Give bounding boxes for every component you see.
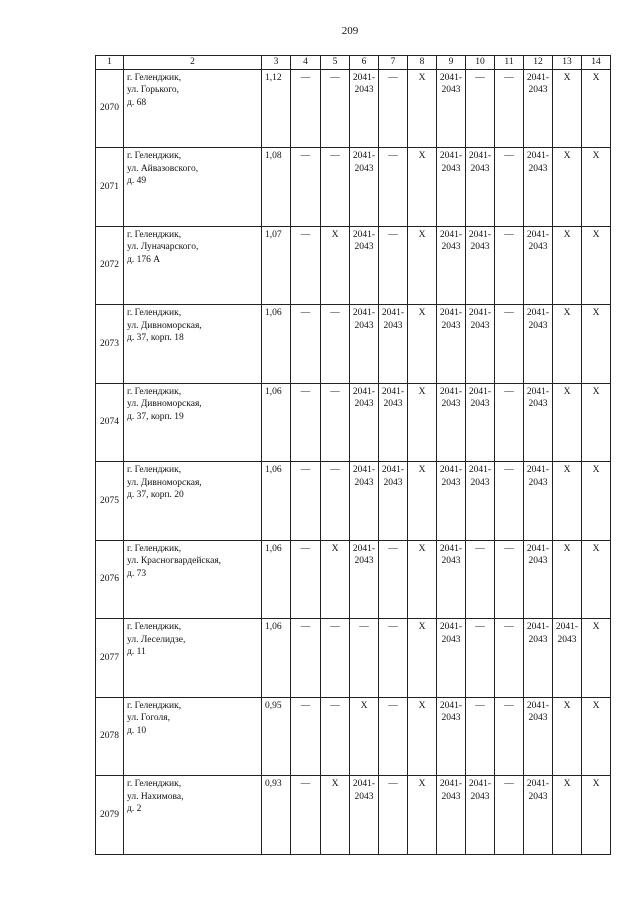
table-row — [96, 776, 611, 855]
value-cell-col-11: — — [495, 619, 524, 698]
area-cell: 1,06 — [262, 462, 291, 541]
row-number: 2079 — [96, 776, 124, 855]
value-cell-col-12 — [524, 148, 553, 227]
value-cell-col-14: X — [582, 619, 611, 698]
value-cell-col-13: X — [553, 776, 582, 855]
table-body — [96, 56, 611, 855]
value-cell-col-4: — — [291, 697, 321, 776]
column-number-1: 1 — [96, 56, 124, 70]
column-number-2: 2 — [124, 56, 262, 70]
value-cell-col-10 — [466, 148, 495, 227]
period-start: 2041- — [526, 543, 550, 554]
value-cell-col-7 — [379, 383, 408, 462]
value-cell-col-11: — — [495, 697, 524, 776]
period-end: 2043 — [528, 85, 548, 95]
value-cell-col-5: — — [321, 619, 350, 698]
address-line: д. 49 — [127, 176, 147, 186]
address-line: г. Геленджик, — [127, 779, 182, 789]
period-end: 2043 — [470, 399, 490, 409]
period-end: 2043 — [441, 399, 461, 409]
period-start: 2041- — [352, 465, 376, 475]
area-cell: 1,06 — [262, 619, 291, 698]
period-start: 2041- — [439, 308, 463, 318]
value-cell-col-9 — [437, 462, 466, 541]
value-cell-col-12 — [524, 697, 553, 776]
period-end: 2043 — [528, 477, 548, 488]
area-cell: 1,08 — [262, 148, 291, 227]
address-line: ул. Дивноморская, — [127, 399, 202, 409]
address-line: г. Геленджик, — [127, 386, 182, 397]
value-cell-col-13: X — [553, 383, 582, 462]
value-cell-col-5: — — [321, 462, 350, 541]
value-cell-col-5: X — [321, 776, 350, 855]
value-cell-col-5: — — [321, 697, 350, 776]
period-end: 2043 — [441, 163, 461, 174]
address-line: д. 37, корп. 19 — [127, 411, 184, 422]
value-cell-col-7 — [379, 462, 408, 541]
row-number: 2074 — [96, 383, 124, 462]
address-line: ул. Айвазовского, — [127, 163, 199, 174]
value-cell-col-9 — [437, 697, 466, 776]
period-start: 2041- — [468, 465, 492, 475]
value-cell-col-9 — [437, 226, 466, 305]
value-cell-col-8: X — [408, 619, 437, 698]
value-cell-col-7: — — [379, 619, 408, 698]
value-cell-col-7: — — [379, 148, 408, 227]
value-cell-col-14: X — [582, 148, 611, 227]
period-end: 2043 — [528, 634, 548, 645]
value-cell-col-11: — — [495, 383, 524, 462]
value-cell-col-8: X — [408, 69, 437, 148]
period-start: 2041- — [352, 72, 376, 83]
period-end: 2043 — [354, 85, 374, 95]
period-end: 2043 — [383, 320, 403, 331]
period-start: 2041- — [352, 386, 376, 397]
address-line: д. 176 А — [127, 254, 161, 265]
row-number: 2070 — [96, 69, 124, 148]
value-cell-col-4: — — [291, 69, 321, 148]
value-cell-col-7: — — [379, 540, 408, 619]
value-cell-col-4: — — [291, 462, 321, 541]
value-cell-col-11: — — [495, 148, 524, 227]
value-cell-col-4: — — [291, 383, 321, 462]
period-end: 2043 — [354, 399, 374, 409]
value-cell-col-8: X — [408, 226, 437, 305]
address-line: ул. Гоголя, — [127, 713, 171, 723]
value-cell-col-10 — [466, 776, 495, 855]
period-end: 2043 — [354, 477, 374, 488]
period-end: 2043 — [528, 320, 548, 331]
period-end: 2043 — [557, 634, 577, 645]
period-end: 2043 — [528, 163, 548, 174]
value-cell-col-13: X — [553, 69, 582, 148]
value-cell-col-5: — — [321, 69, 350, 148]
address-line: д. 11 — [127, 647, 146, 657]
value-cell-col-13: X — [553, 462, 582, 541]
address-line: ул. Дивноморская, — [127, 477, 202, 488]
table-row — [96, 540, 611, 619]
column-number-12: 12 — [524, 56, 553, 70]
address-line: г. Геленджик, — [127, 72, 182, 83]
row-number: 2071 — [96, 148, 124, 227]
address-line: д. 37, корп. 18 — [127, 333, 184, 343]
value-cell-col-13: X — [553, 148, 582, 227]
value-cell-col-6 — [350, 148, 379, 227]
value-cell-col-9 — [437, 305, 466, 384]
address-line: ул. Луначарского, — [127, 242, 199, 252]
value-cell-col-12 — [524, 383, 553, 462]
value-cell-col-14: X — [582, 383, 611, 462]
value-cell-col-14: X — [582, 697, 611, 776]
value-cell-col-12 — [524, 69, 553, 148]
value-cell-col-9 — [437, 148, 466, 227]
value-cell-col-12 — [524, 619, 553, 698]
value-cell-col-5: X — [321, 540, 350, 619]
address-line: г. Геленджик, — [127, 700, 182, 711]
period-end: 2043 — [441, 634, 461, 645]
value-cell-col-6 — [350, 383, 379, 462]
address-line: д. 37, корп. 20 — [127, 490, 184, 500]
period-start: 2041- — [352, 229, 376, 240]
value-cell-col-8: X — [408, 148, 437, 227]
area-cell: 0,95 — [262, 697, 291, 776]
column-number-14: 14 — [582, 56, 611, 70]
address-cell — [124, 619, 262, 698]
value-cell-col-4: — — [291, 148, 321, 227]
row-number: 2078 — [96, 697, 124, 776]
period-start: 2041- — [381, 465, 405, 475]
address-line: г. Геленджик, — [127, 308, 182, 318]
table-row — [96, 69, 611, 148]
period-start: 2041- — [381, 386, 405, 397]
value-cell-col-7: — — [379, 226, 408, 305]
address-line: д. 68 — [127, 97, 147, 108]
value-cell-col-13: X — [553, 305, 582, 384]
table-row — [96, 148, 611, 227]
value-cell-col-8: X — [408, 462, 437, 541]
value-cell-col-8: X — [408, 305, 437, 384]
period-start: 2041- — [468, 779, 492, 789]
value-cell-col-10 — [466, 305, 495, 384]
value-cell-col-4: — — [291, 305, 321, 384]
row-number: 2073 — [96, 305, 124, 384]
page-number: 209 — [341, 25, 359, 37]
period-end: 2043 — [528, 399, 548, 409]
value-cell-col-11: — — [495, 776, 524, 855]
value-cell-col-13: X — [553, 226, 582, 305]
period-end: 2043 — [470, 242, 490, 252]
address-cell — [124, 226, 262, 305]
row-number: 2075 — [96, 462, 124, 541]
value-cell-col-9 — [437, 383, 466, 462]
period-start: 2041- — [439, 386, 463, 397]
address-cell — [124, 69, 262, 148]
address-line: д. 73 — [127, 568, 147, 579]
value-cell-col-6 — [350, 69, 379, 148]
value-cell-col-11: — — [495, 305, 524, 384]
value-cell-col-9 — [437, 540, 466, 619]
value-cell-col-10: — — [466, 69, 495, 148]
value-cell-col-14: X — [582, 305, 611, 384]
value-cell-col-13: X — [553, 697, 582, 776]
period-end: 2043 — [354, 242, 374, 252]
period-end: 2043 — [528, 556, 548, 566]
period-start: 2041- — [526, 72, 550, 83]
value-cell-col-12 — [524, 540, 553, 619]
period-end: 2043 — [354, 791, 374, 802]
period-start: 2041- — [468, 229, 492, 240]
table-row — [96, 697, 611, 776]
value-cell-col-7 — [379, 305, 408, 384]
value-cell-col-6: — — [350, 619, 379, 698]
address-line: ул. Нахимова, — [127, 791, 184, 802]
period-end: 2043 — [354, 556, 374, 566]
value-cell-col-7: — — [379, 776, 408, 855]
column-number-10: 10 — [466, 56, 495, 70]
address-line: ул. Дивноморская, — [127, 320, 202, 331]
column-number-4: 4 — [291, 56, 321, 70]
address-line: г. Геленджик, — [127, 543, 182, 554]
value-cell-col-7: — — [379, 69, 408, 148]
value-cell-col-5: — — [321, 383, 350, 462]
register-table — [95, 55, 611, 855]
address-line: д. 10 — [127, 725, 147, 736]
table-row — [96, 383, 611, 462]
period-end: 2043 — [528, 791, 548, 802]
column-number-row — [96, 56, 611, 70]
value-cell-col-12 — [524, 226, 553, 305]
period-start: 2041- — [439, 779, 463, 789]
value-cell-col-5: — — [321, 305, 350, 384]
period-start: 2041- — [439, 229, 463, 240]
value-cell-col-5: X — [321, 226, 350, 305]
period-end: 2043 — [441, 477, 461, 488]
period-end: 2043 — [441, 791, 461, 802]
area-cell: 0,93 — [262, 776, 291, 855]
period-start: 2041- — [439, 465, 463, 475]
value-cell-col-11: — — [495, 540, 524, 619]
period-end: 2043 — [470, 320, 490, 331]
value-cell-col-4: — — [291, 540, 321, 619]
value-cell-col-6 — [350, 540, 379, 619]
column-number-8: 8 — [408, 56, 437, 70]
address-line: г. Геленджик, — [127, 151, 182, 161]
value-cell-col-6 — [350, 226, 379, 305]
address-line: д. 2 — [127, 804, 142, 814]
period-end: 2043 — [441, 556, 461, 566]
period-end: 2043 — [354, 320, 374, 331]
column-number-5: 5 — [321, 56, 350, 70]
value-cell-col-14: X — [582, 69, 611, 148]
area-cell: 1,06 — [262, 383, 291, 462]
period-start: 2041- — [439, 622, 463, 632]
area-cell: 1,06 — [262, 305, 291, 384]
period-end: 2043 — [441, 85, 461, 95]
period-end: 2043 — [470, 791, 490, 802]
column-number-11: 11 — [495, 56, 524, 70]
value-cell-col-5: — — [321, 148, 350, 227]
value-cell-col-9 — [437, 776, 466, 855]
value-cell-col-10 — [466, 462, 495, 541]
value-cell-col-8: X — [408, 697, 437, 776]
value-cell-col-6 — [350, 305, 379, 384]
period-start: 2041- — [526, 386, 550, 397]
value-cell-col-8: X — [408, 776, 437, 855]
period-end: 2043 — [441, 242, 461, 252]
table-row — [96, 462, 611, 541]
period-start: 2041- — [526, 308, 550, 318]
value-cell-col-4: — — [291, 776, 321, 855]
value-cell-col-14: X — [582, 776, 611, 855]
address-cell — [124, 540, 262, 619]
period-end: 2043 — [354, 163, 374, 174]
value-cell-col-14: X — [582, 540, 611, 619]
column-number-6: 6 — [350, 56, 379, 70]
period-end: 2043 — [470, 477, 490, 488]
value-cell-col-14: X — [582, 462, 611, 541]
period-start: 2041- — [526, 465, 550, 475]
period-start: 2041- — [526, 779, 550, 789]
address-line: г. Геленджик, — [127, 229, 182, 240]
value-cell-col-10: — — [466, 540, 495, 619]
address-line: ул. Леселидзе, — [127, 634, 186, 645]
address-cell — [124, 462, 262, 541]
address-line: г. Геленджик, — [127, 622, 182, 632]
period-end: 2043 — [383, 477, 403, 488]
row-number: 2077 — [96, 619, 124, 698]
value-cell-col-7: — — [379, 697, 408, 776]
row-number: 2076 — [96, 540, 124, 619]
column-number-7: 7 — [379, 56, 408, 70]
period-start: 2041- — [468, 386, 492, 397]
period-start: 2041- — [439, 700, 463, 711]
value-cell-col-4: — — [291, 619, 321, 698]
table-row — [96, 226, 611, 305]
period-end: 2043 — [528, 242, 548, 252]
address-line: ул. Горького, — [127, 85, 179, 95]
address-cell — [124, 148, 262, 227]
period-end: 2043 — [528, 713, 548, 723]
period-start: 2041- — [526, 700, 550, 711]
address-line: ул. Красногвардейская, — [127, 556, 222, 566]
area-cell: 1,07 — [262, 226, 291, 305]
value-cell-col-13: X — [553, 540, 582, 619]
table-row — [96, 619, 611, 698]
value-cell-col-10: — — [466, 697, 495, 776]
value-cell-col-10 — [466, 383, 495, 462]
value-cell-col-6 — [350, 776, 379, 855]
period-start: 2041- — [439, 151, 463, 161]
value-cell-col-6 — [350, 462, 379, 541]
value-cell-col-9 — [437, 619, 466, 698]
address-cell — [124, 383, 262, 462]
value-cell-col-8: X — [408, 383, 437, 462]
column-number-9: 9 — [437, 56, 466, 70]
area-cell: 1,06 — [262, 540, 291, 619]
column-number-13: 13 — [553, 56, 582, 70]
period-start: 2041- — [555, 622, 579, 632]
period-end: 2043 — [470, 163, 490, 174]
table-row — [96, 305, 611, 384]
period-start: 2041- — [352, 543, 376, 554]
row-number: 2072 — [96, 226, 124, 305]
value-cell-col-10: — — [466, 619, 495, 698]
value-cell-col-9 — [437, 69, 466, 148]
address-cell — [124, 776, 262, 855]
period-start: 2041- — [439, 543, 463, 554]
period-start: 2041- — [439, 72, 463, 83]
value-cell-col-11: — — [495, 226, 524, 305]
area-cell: 1,12 — [262, 69, 291, 148]
value-cell-col-14: X — [582, 226, 611, 305]
value-cell-col-12 — [524, 462, 553, 541]
column-number-3: 3 — [262, 56, 291, 70]
period-end: 2043 — [383, 399, 403, 409]
period-start: 2041- — [352, 308, 376, 318]
period-start: 2041- — [352, 779, 376, 789]
address-line: г. Геленджик, — [127, 465, 182, 475]
period-start: 2041- — [381, 308, 405, 318]
value-cell-col-13 — [553, 619, 582, 698]
period-start: 2041- — [468, 151, 492, 161]
value-cell-col-11: — — [495, 69, 524, 148]
period-start: 2041- — [468, 308, 492, 318]
value-cell-col-8: X — [408, 540, 437, 619]
period-start: 2041- — [352, 151, 376, 161]
address-cell — [124, 305, 262, 384]
period-end: 2043 — [441, 713, 461, 723]
period-start: 2041- — [526, 622, 550, 632]
value-cell-col-10 — [466, 226, 495, 305]
value-cell-col-12 — [524, 776, 553, 855]
address-cell — [124, 697, 262, 776]
value-cell-col-4: — — [291, 226, 321, 305]
period-start: 2041- — [526, 151, 550, 161]
value-cell-col-6: X — [350, 697, 379, 776]
value-cell-col-11: — — [495, 462, 524, 541]
value-cell-col-12 — [524, 305, 553, 384]
period-end: 2043 — [441, 320, 461, 331]
period-start: 2041- — [526, 229, 550, 240]
